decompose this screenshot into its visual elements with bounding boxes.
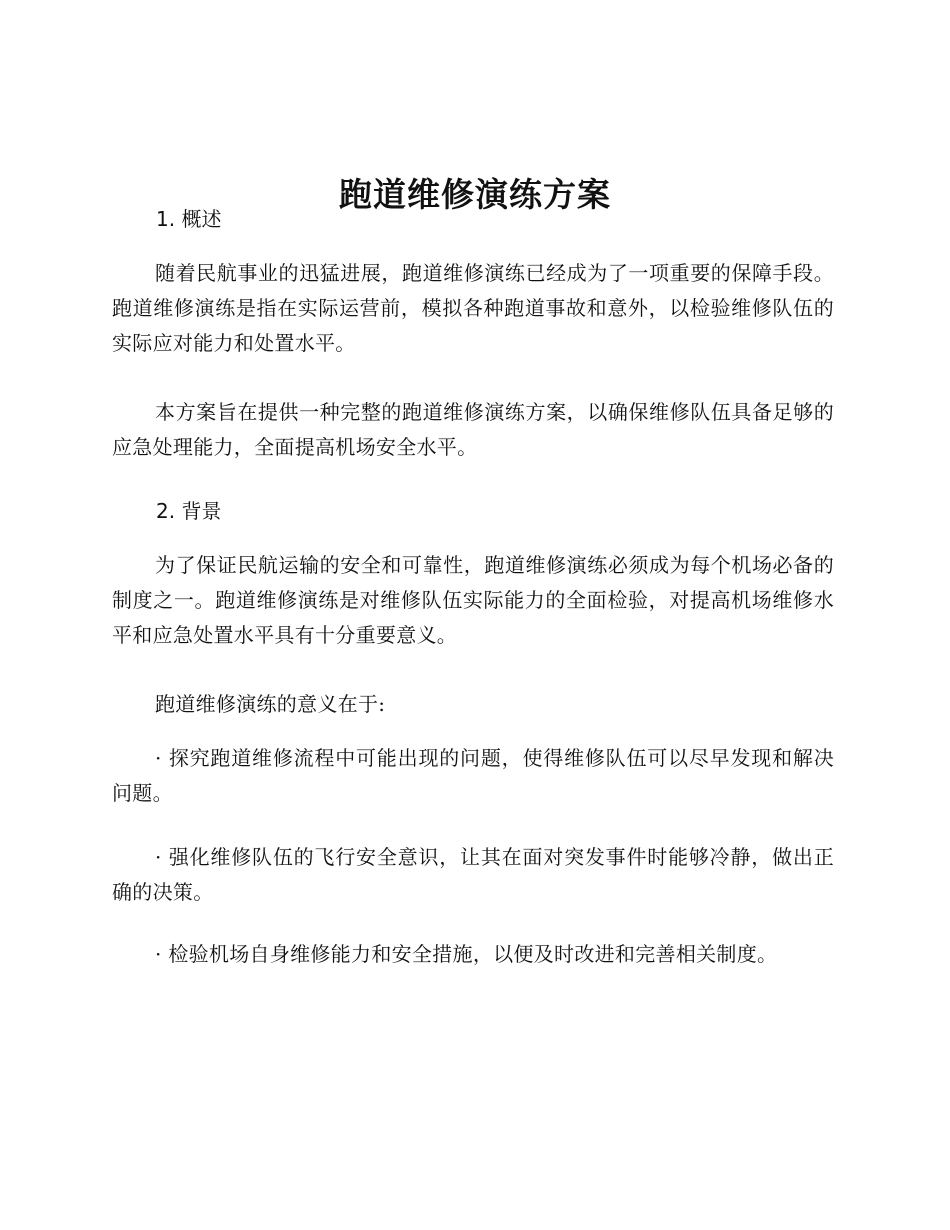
section-heading-overview: 1. 概述: [156, 207, 222, 231]
overview-paragraph-2: 本方案旨在提供一种完整的跑道维修演练方案，以确保维修队伍具备足够的应急处理能力，全面提高机场安全水平。: [112, 400, 834, 459]
overview-paragraph-1: 随着民航事业的迅猛进展，跑道维修演练已经成为了一项重要的保障手段。跑道维修演练是指在实际运营前，模拟各种跑道事故和意外，以检验维修队伍的实际应对能力和处置水平。: [112, 261, 834, 355]
bullet-item-1: · 探究跑道维修流程中可能出现的问题，使得维修队伍可以尽早发现和解决问题。: [112, 746, 834, 805]
bullet-item-3: · 检验机场自身维修能力和安全措施，以便及时改进和完善相关制度。: [155, 942, 778, 966]
background-paragraph-1: 为了保证民航运输的安全和可靠性，跑道维修演练必须成为每个机场必备的制度之一。跑道维修演练是对维修队伍实际能力的全面检验，对提高机场维修水平和应急处置水平具有十分重要意义。: [112, 553, 834, 647]
document-title: 跑道维修演练方案: [339, 175, 611, 215]
background-paragraph-2: 跑道维修演练的意义在于:: [155, 692, 386, 716]
section-heading-background: 2. 背景: [156, 499, 222, 523]
bullet-item-2: · 强化维修队伍的飞行安全意识，让其在面对突发事件时能够冷静，做出正确的决策。: [112, 845, 834, 904]
